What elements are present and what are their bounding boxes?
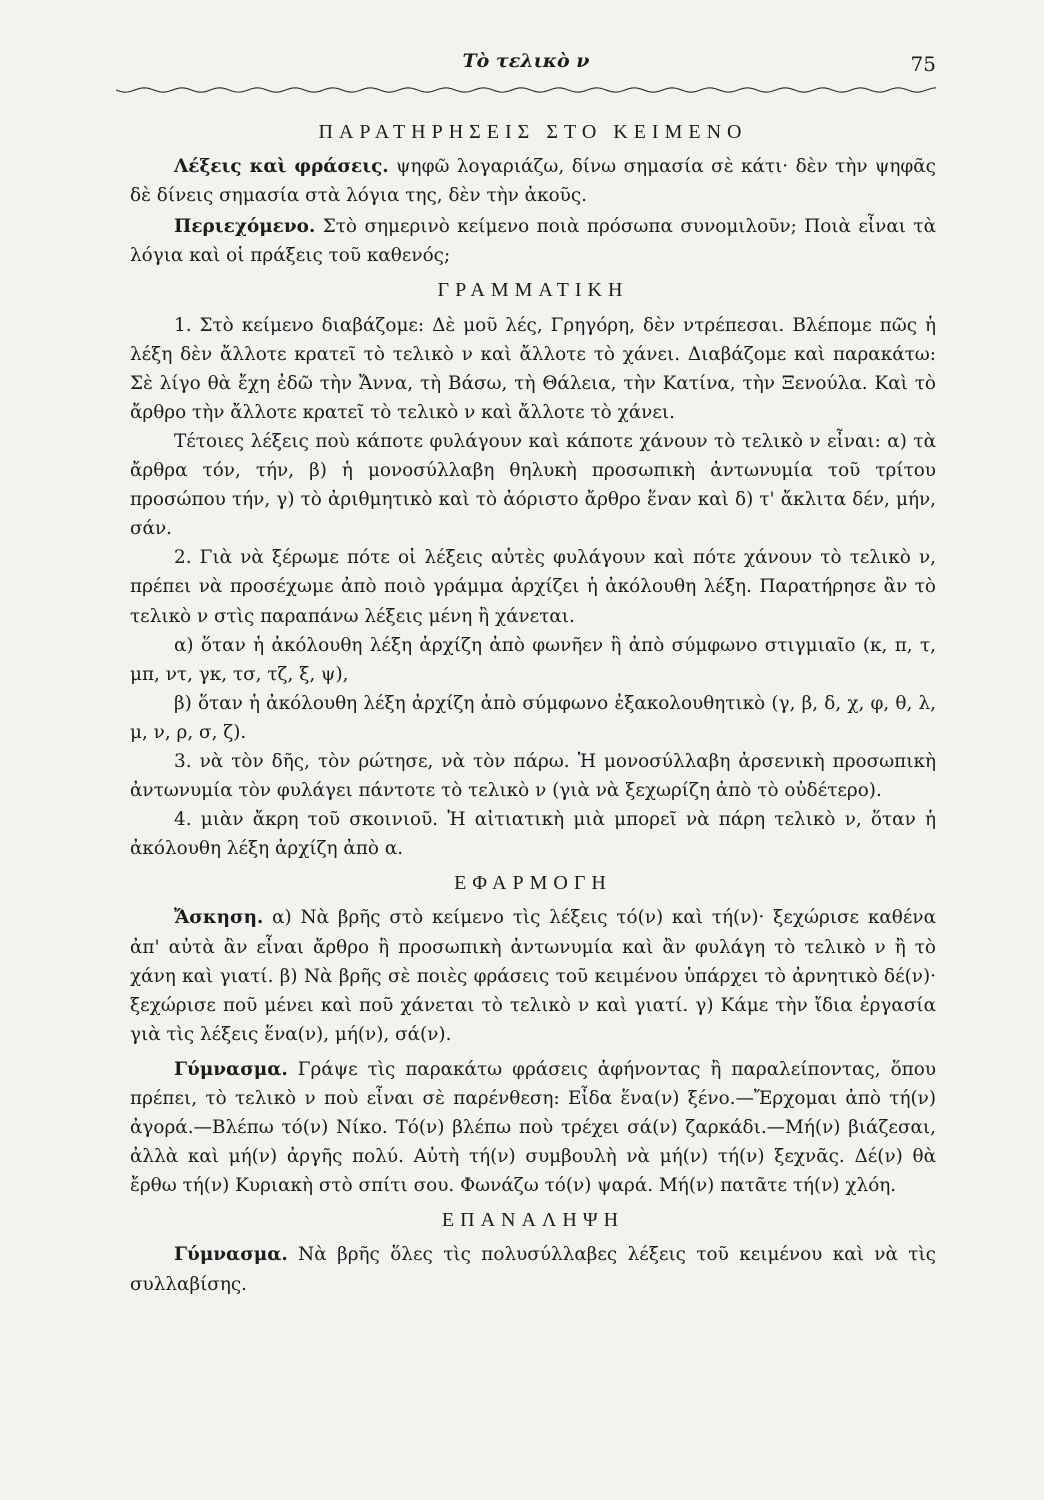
paragraph-words-phrases (130, 152, 936, 210)
wavy-rule (116, 82, 936, 98)
text-exercise: α) Νὰ βρῆς στὸ κείμενο τὶς λέξεις τό(ν) καὶ τή(ν)· ξεχώρισε καθένα ἀπ' αὐτὰ ἂν εἶναι ἄρθρο ἢ προσωπικὴ ἀντωνυμία καὶ ἂν φυλάγη τὸ τελικὸ ν ἢ τὸ χάνη καὶ γιατί. β) Νὰ βρῆς σὲ ποιὲς φράσεις τοῦ κειμένου ὑπάρχει τὸ ἀρνητικὸ δέ(ν)· ξεχώρισε ποῦ μένει καὶ ποῦ χάνεται τὸ τελικὸ ν καὶ γιατί. γ) Κάμε τὴν ἴδια ἐργασία γιὰ τὶς λέξεις ἕνα(ν), μή(ν), σά(ν). (130, 907, 936, 1045)
page-number: 75 (910, 52, 936, 76)
lead-exercise: Ἄσκηση. (174, 907, 264, 929)
paragraph-exercise (130, 903, 936, 1048)
running-title: Τὸ τελικὸ ν (462, 50, 590, 72)
text-revision-drill: Νὰ βρῆς ὅλες τὶς πολυσύλλαβες λέξεις τοῦ κειμένου καὶ νὰ τὶς συλλαβίσης. (130, 1244, 936, 1295)
grammar-paragraph-6: 3. νὰ τὸν δῆς, τὸν ρώτησε, νὰ τὸν πάρω. Ἡ μονοσύλλαβη ἀρσενικὴ προσωπικὴ ἀντωνυμία τὸν φυλάγει πάντοτε τὸ τελικὸ ν (γιὰ νὰ ξεχωρίζη ἀπὸ τὸ οὐδέτερο). (130, 750, 936, 802)
grammar-paragraph-5: β) ὅταν ἡ ἀκόλουθη λέξη ἀρχίζη ἀπὸ σύμφωνο ἐξακολουθητικὸ (γ, β, δ, χ, φ, θ, λ, μ, ν, ρ, σ, ζ). (130, 692, 936, 743)
heading-application: ΕΦΑΡΜΟΓΗ (454, 872, 612, 895)
paragraph-revision-drill (130, 1240, 936, 1298)
heading-grammar: ΓΡΑΜΜΑΤΙΚΗ (437, 279, 629, 302)
paragraph-drill (130, 1055, 936, 1200)
lead-revision-drill: Γύμνασμα. (174, 1244, 288, 1266)
lead-words-phrases: Λέξεις καὶ φράσεις. (174, 156, 389, 178)
grammar-paragraph-2: Τέτοιες λέξεις ποὺ κάποτε φυλάγουν καὶ κάποτε χάνουν τὸ τελικὸ ν εἶναι: α) τὰ ἄρθρα τόν, τήν, β) ἡ μονοσύλλαβη θηλυκὴ προσωπικὴ ἀντωνυμία τοῦ τρίτου προσώπου τήν, γ) τὸ ἀριθμητικὸ καὶ τὸ ἀόριστο ἄρθρο ἕναν καὶ δ) τ' ἄκλιτα δέν, μήν, σάν. (130, 430, 936, 540)
text-contents: Στὸ σημερινὸ κείμενο ποιὰ πρόσωπα συνομιλοῦν; Ποιὰ εἶναι τὰ λόγια καὶ οἱ πράξεις τοῦ καθενός; (130, 216, 936, 267)
grammar-paragraph-4: α) ὅταν ἡ ἀκόλουθη λέξη ἀρχίζη ἀπὸ φωνῆεν ἢ ἀπὸ σύμφωνο στιγμιαῖο (κ, π, τ, μπ, ντ, γκ, τσ, τζ, ξ, ψ), (130, 634, 936, 685)
heading-revision: ΕΠΑΝΑΛΗΨΗ (441, 1209, 625, 1232)
page-body (130, 118, 936, 1299)
running-header (116, 46, 936, 102)
grammar-paragraph-3: 2. Γιὰ νὰ ξέρωμε πότε οἱ λέξεις αὐτὲς φυλάγουν καὶ πότε χάνουν τὸ τελικὸ ν, πρέπει νὰ προσέχωμε ἀπὸ ποιὸ γράμμα ἀρχίζει ἡ ἀκόλουθη λέξη. Παρατήρησε ἂν τὸ τελικὸ ν στὶς παραπάνω λέξεις μένη ἢ χάνεται. (130, 547, 936, 627)
paragraph-contents (130, 212, 936, 270)
heading-observations: ΠΑΡΑΤΗΡΗΣΕΙΣ ΣΤΟ ΚΕΙΜΕΝΟ (318, 121, 748, 143)
grammar-paragraph-1: 1. Στὸ κείμενο διαβάζομε: Δὲ μοῦ λές, Γρηγόρη, δὲν ντρέπεσαι. Βλέπομε πῶς ἡ λέξη δὲν ἄλλοτε κρατεῖ τὸ τελικὸ ν καὶ ἄλλοτε τὸ χάνει. Διαβάζομε καὶ παρακάτω: Σὲ λίγο θὰ ἔχη ἐδῶ τὴν Ἄννα, τὴ Βάσω, τὴ Θάλεια, τὴν Κατίνα, τὴν Ξενούλα. Καὶ τὸ ἄρθρο τὴν ἄλλοτε κρατεῖ τὸ τελικὸ ν καὶ ἄλλοτε τὸ χάνει. (130, 314, 936, 423)
text-words-phrases: ψηφῶ λογαριάζω, δίνω σημασία σὲ κάτι· δὲν τὴν ψηφᾶς δὲ δίνεις σημασία στὰ λόγια της, δὲν τὴν ἀκοῦς. (130, 156, 936, 207)
lead-drill: Γύμνασμα. (174, 1058, 288, 1080)
grammar-paragraph-7: 4. μιὰν ἄκρη τοῦ σκοινιοῦ. Ἡ αἰτιατικὴ μιὰ μπορεῖ νὰ πάρη τελικὸ ν, ὅταν ἡ ἀκόλουθη λέξη ἀρχίζη ἀπὸ α. (130, 809, 936, 860)
text-drill: Γράψε τὶς παρακάτω φράσεις ἀφήνοντας ἢ παραλείποντας, ὅπου πρέπει, τὸ τελικὸ ν ποὺ εἶναι σὲ παρένθεση: Εἶδα ἕνα(ν) ξένο.—Ἔρχομαι ἀπὸ τή(ν) ἀγορά.—Βλέπω τό(ν) Νίκο. Τό(ν) βλέπω ποὺ τρέχει σά(ν) ζαρκάδι.—Μή(ν) βιάζεσαι, ἀλλὰ καὶ μή(ν) ἀργῆς πολύ. Αὐτὴ τή(ν) συμβουλὴ νὰ μή(ν) τή(ν) ξεχνᾶς. Δέ(ν) θὰ ἔρθω τή(ν) Κυριακὴ στὸ σπίτι σου. Φωνάζω τό(ν) ψαρά. Μή(ν) πατᾶτε τή(ν) χλόη. (130, 1058, 936, 1197)
lead-contents: Περιεχόμενο. (174, 216, 316, 238)
